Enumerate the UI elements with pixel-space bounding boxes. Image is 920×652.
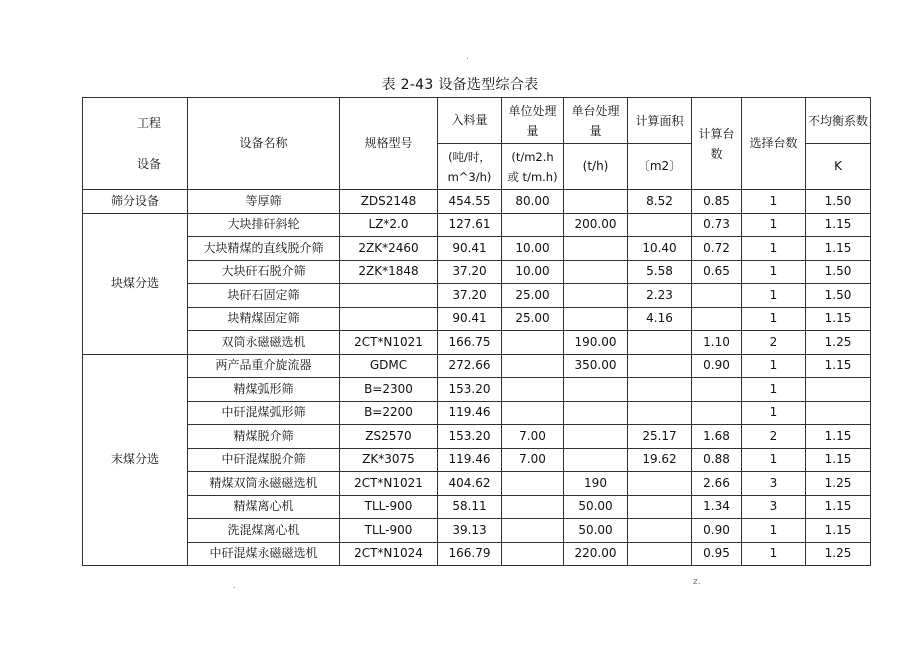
cell-area: 25.17 bbox=[628, 425, 692, 449]
cell-feed: 119.46 bbox=[438, 401, 502, 425]
cell-imbalance-k: 1.15 bbox=[806, 425, 871, 449]
cell-imbalance-k: 1.15 bbox=[806, 495, 871, 519]
cell-imbalance-k bbox=[806, 378, 871, 402]
cell-select-count: 1 bbox=[742, 284, 806, 308]
cell-feed: 37.20 bbox=[438, 260, 502, 284]
cell-equipment-name: 精煤双筒永磁磁选机 bbox=[188, 472, 340, 496]
cell-select-count: 3 bbox=[742, 472, 806, 496]
cell-model: B=2300 bbox=[340, 378, 438, 402]
cell-model: 2ZK*2460 bbox=[340, 237, 438, 261]
cell-area: 5.58 bbox=[628, 260, 692, 284]
cell-model bbox=[340, 284, 438, 308]
cell-model: ZS2570 bbox=[340, 425, 438, 449]
cell-model: B=2200 bbox=[340, 401, 438, 425]
cell-single-cap bbox=[564, 307, 628, 331]
cell-select-count: 3 bbox=[742, 495, 806, 519]
cell-calc-count: 1.34 bbox=[692, 495, 742, 519]
cell-model: ZK*3075 bbox=[340, 448, 438, 472]
cell-single-cap bbox=[564, 425, 628, 449]
cell-equipment-name: 中矸混煤脱介筛 bbox=[188, 448, 340, 472]
cell-feed: 58.11 bbox=[438, 495, 502, 519]
table-title: 表 2-43 设备选型综合表 bbox=[381, 77, 539, 93]
table-row bbox=[83, 331, 871, 355]
cell-imbalance-k: 1.15 bbox=[806, 519, 871, 543]
cell-area: 2.23 bbox=[628, 284, 692, 308]
cell-equipment-name: 大块排矸斜轮 bbox=[188, 213, 340, 237]
cell-equipment-name: 中矸混煤弧形筛 bbox=[188, 401, 340, 425]
cell-area bbox=[628, 331, 692, 355]
header-row-1 bbox=[83, 98, 871, 144]
cell-single-cap bbox=[564, 190, 628, 214]
cell-unit-cap: 7.00 bbox=[502, 425, 564, 449]
cell-feed: 39.13 bbox=[438, 519, 502, 543]
cell-model: 2ZK*1848 bbox=[340, 260, 438, 284]
cell-area bbox=[628, 401, 692, 425]
cell-equipment-name: 大块矸石脱介筛 bbox=[188, 260, 340, 284]
page-mark-bottom-right: z. bbox=[693, 577, 701, 587]
cell-calc-count: 0.95 bbox=[692, 542, 742, 566]
header-unit-cap-unit: (t/m2.h 或 t/m.h) bbox=[502, 144, 564, 190]
cell-equipment-name: 双筒永磁磁选机 bbox=[188, 331, 340, 355]
table-row bbox=[83, 448, 871, 472]
cell-area: 8.52 bbox=[628, 190, 692, 214]
table-row bbox=[83, 425, 871, 449]
cell-area: 19.62 bbox=[628, 448, 692, 472]
cell-single-cap: 350.00 bbox=[564, 354, 628, 378]
cell-unit-cap bbox=[502, 213, 564, 237]
cell-unit-cap bbox=[502, 519, 564, 543]
cell-feed: 153.20 bbox=[438, 378, 502, 402]
cell-calc-count: 0.88 bbox=[692, 448, 742, 472]
cell-feed: 90.41 bbox=[438, 307, 502, 331]
cell-equipment-name: 精煤离心机 bbox=[188, 495, 340, 519]
cell-select-count: 1 bbox=[742, 260, 806, 284]
table-row bbox=[83, 401, 871, 425]
cell-calc-count: 0.72 bbox=[692, 237, 742, 261]
cell-equipment-name: 两产品重介旋流器 bbox=[188, 354, 340, 378]
cell-select-count: 2 bbox=[742, 331, 806, 355]
cell-feed: 166.79 bbox=[438, 542, 502, 566]
cell-model: TLL-900 bbox=[340, 519, 438, 543]
cell-model: TLL-900 bbox=[340, 495, 438, 519]
cell-area bbox=[628, 542, 692, 566]
group-label: 末煤分选 bbox=[83, 354, 188, 566]
cell-calc-count: 0.85 bbox=[692, 190, 742, 214]
cell-calc-count: 0.65 bbox=[692, 260, 742, 284]
cell-area bbox=[628, 378, 692, 402]
header-corner-top: 工程 bbox=[136, 115, 161, 130]
cell-unit-cap: 25.00 bbox=[502, 307, 564, 331]
cell-imbalance-k: 1.50 bbox=[806, 190, 871, 214]
cell-single-cap: 220.00 bbox=[564, 542, 628, 566]
cell-equipment-name: 块精煤固定筛 bbox=[188, 307, 340, 331]
header-select-count: 选择台数 bbox=[742, 98, 806, 190]
page-mark-bottom-left: . bbox=[233, 581, 236, 591]
table-row bbox=[83, 237, 871, 261]
cell-single-cap: 200.00 bbox=[564, 213, 628, 237]
table-row bbox=[83, 472, 871, 496]
cell-calc-count bbox=[692, 307, 742, 331]
cell-imbalance-k bbox=[806, 401, 871, 425]
cell-unit-cap: 10.00 bbox=[502, 237, 564, 261]
cell-calc-count: 1.10 bbox=[692, 331, 742, 355]
cell-area bbox=[628, 472, 692, 496]
cell-feed: 454.55 bbox=[438, 190, 502, 214]
header-name: 设备名称 bbox=[188, 98, 340, 190]
table-row bbox=[83, 495, 871, 519]
header-area: 计算面积 bbox=[628, 98, 692, 144]
group-label: 筛分设备 bbox=[83, 190, 188, 214]
cell-model: 2CT*N1021 bbox=[340, 472, 438, 496]
cell-unit-cap: 80.00 bbox=[502, 190, 564, 214]
cell-unit-cap bbox=[502, 472, 564, 496]
cell-imbalance-k: 1.15 bbox=[806, 307, 871, 331]
cell-imbalance-k: 1.15 bbox=[806, 213, 871, 237]
cell-single-cap: 190.00 bbox=[564, 331, 628, 355]
cell-unit-cap: 25.00 bbox=[502, 284, 564, 308]
cell-select-count: 1 bbox=[742, 237, 806, 261]
cell-area: 10.40 bbox=[628, 237, 692, 261]
cell-feed: 166.75 bbox=[438, 331, 502, 355]
header-corner-bottom: 设备 bbox=[136, 156, 161, 171]
table-row bbox=[83, 378, 871, 402]
cell-imbalance-k: 1.50 bbox=[806, 260, 871, 284]
cell-model: 2CT*N1021 bbox=[340, 331, 438, 355]
cell-calc-count: 2.66 bbox=[692, 472, 742, 496]
cell-calc-count: 0.90 bbox=[692, 354, 742, 378]
cell-select-count: 1 bbox=[742, 354, 806, 378]
cell-area bbox=[628, 495, 692, 519]
cell-feed: 119.46 bbox=[438, 448, 502, 472]
cell-imbalance-k: 1.25 bbox=[806, 472, 871, 496]
cell-select-count: 1 bbox=[742, 401, 806, 425]
cell-unit-cap bbox=[502, 495, 564, 519]
cell-feed: 153.20 bbox=[438, 425, 502, 449]
cell-feed: 90.41 bbox=[438, 237, 502, 261]
table-row bbox=[83, 307, 871, 331]
page-mark-top: . bbox=[466, 52, 469, 62]
table-row bbox=[83, 190, 871, 214]
equipment-table bbox=[82, 97, 871, 566]
cell-imbalance-k: 1.25 bbox=[806, 542, 871, 566]
cell-select-count: 1 bbox=[742, 448, 806, 472]
header-single-cap: 单台处理量 bbox=[564, 98, 628, 144]
cell-imbalance-k: 1.25 bbox=[806, 331, 871, 355]
header-calc-count: 计算台数 bbox=[692, 98, 742, 190]
cell-select-count: 1 bbox=[742, 519, 806, 543]
cell-imbalance-k: 1.15 bbox=[806, 237, 871, 261]
cell-select-count: 1 bbox=[742, 190, 806, 214]
cell-model: ZDS2148 bbox=[340, 190, 438, 214]
cell-select-count: 1 bbox=[742, 213, 806, 237]
table-row bbox=[83, 284, 871, 308]
cell-select-count: 1 bbox=[742, 378, 806, 402]
header-corner bbox=[83, 98, 188, 190]
cell-calc-count: 0.73 bbox=[692, 213, 742, 237]
cell-imbalance-k: 1.15 bbox=[806, 354, 871, 378]
header-model: 规格型号 bbox=[340, 98, 438, 190]
cell-equipment-name: 精煤弧形筛 bbox=[188, 378, 340, 402]
cell-select-count: 1 bbox=[742, 307, 806, 331]
cell-single-cap: 50.00 bbox=[564, 495, 628, 519]
cell-model bbox=[340, 307, 438, 331]
cell-select-count: 2 bbox=[742, 425, 806, 449]
cell-unit-cap: 7.00 bbox=[502, 448, 564, 472]
header-imbalance-unit: K bbox=[806, 144, 871, 190]
cell-single-cap bbox=[564, 260, 628, 284]
cell-feed: 404.62 bbox=[438, 472, 502, 496]
table-row bbox=[83, 213, 871, 237]
cell-calc-count bbox=[692, 378, 742, 402]
cell-single-cap: 190 bbox=[564, 472, 628, 496]
cell-imbalance-k: 1.50 bbox=[806, 284, 871, 308]
cell-model: 2CT*N1024 bbox=[340, 542, 438, 566]
table-row bbox=[83, 260, 871, 284]
header-unit-cap: 单位处理量 bbox=[502, 98, 564, 144]
table-row bbox=[83, 354, 871, 378]
cell-single-cap bbox=[564, 237, 628, 261]
cell-equipment-name: 洗混煤离心机 bbox=[188, 519, 340, 543]
cell-feed: 272.66 bbox=[438, 354, 502, 378]
header-feed-unit: (吨/时，m^3/h) bbox=[438, 144, 502, 190]
cell-unit-cap bbox=[502, 378, 564, 402]
cell-unit-cap: 10.00 bbox=[502, 260, 564, 284]
cell-calc-count: 1.68 bbox=[692, 425, 742, 449]
cell-single-cap bbox=[564, 378, 628, 402]
cell-feed: 127.61 bbox=[438, 213, 502, 237]
cell-equipment-name: 块矸石固定筛 bbox=[188, 284, 340, 308]
header-imbalance: 不均衡系数 bbox=[806, 98, 871, 144]
cell-area bbox=[628, 213, 692, 237]
header-feed: 入料量 bbox=[438, 98, 502, 144]
cell-area bbox=[628, 354, 692, 378]
cell-equipment-name: 精煤脱介筛 bbox=[188, 425, 340, 449]
cell-equipment-name: 大块精煤的直线脱介筛 bbox=[188, 237, 340, 261]
cell-single-cap bbox=[564, 284, 628, 308]
cell-feed: 37.20 bbox=[438, 284, 502, 308]
cell-calc-count bbox=[692, 284, 742, 308]
cell-equipment-name: 中矸混煤永磁磁选机 bbox=[188, 542, 340, 566]
cell-equipment-name: 等厚筛 bbox=[188, 190, 340, 214]
header-single-cap-unit: (t/h) bbox=[564, 144, 628, 190]
cell-unit-cap bbox=[502, 401, 564, 425]
cell-calc-count bbox=[692, 401, 742, 425]
cell-single-cap bbox=[564, 448, 628, 472]
table-row bbox=[83, 519, 871, 543]
cell-model: GDMC bbox=[340, 354, 438, 378]
cell-single-cap bbox=[564, 401, 628, 425]
cell-unit-cap bbox=[502, 542, 564, 566]
group-label: 块煤分选 bbox=[83, 213, 188, 354]
cell-unit-cap bbox=[502, 331, 564, 355]
cell-select-count: 1 bbox=[742, 542, 806, 566]
cell-area bbox=[628, 519, 692, 543]
cell-calc-count: 0.90 bbox=[692, 519, 742, 543]
cell-imbalance-k: 1.15 bbox=[806, 448, 871, 472]
cell-area: 4.16 bbox=[628, 307, 692, 331]
header-area-unit: 〔m2〕 bbox=[628, 144, 692, 190]
cell-single-cap: 50.00 bbox=[564, 519, 628, 543]
table-row bbox=[83, 542, 871, 566]
cell-unit-cap bbox=[502, 354, 564, 378]
cell-model: LZ*2.0 bbox=[340, 213, 438, 237]
